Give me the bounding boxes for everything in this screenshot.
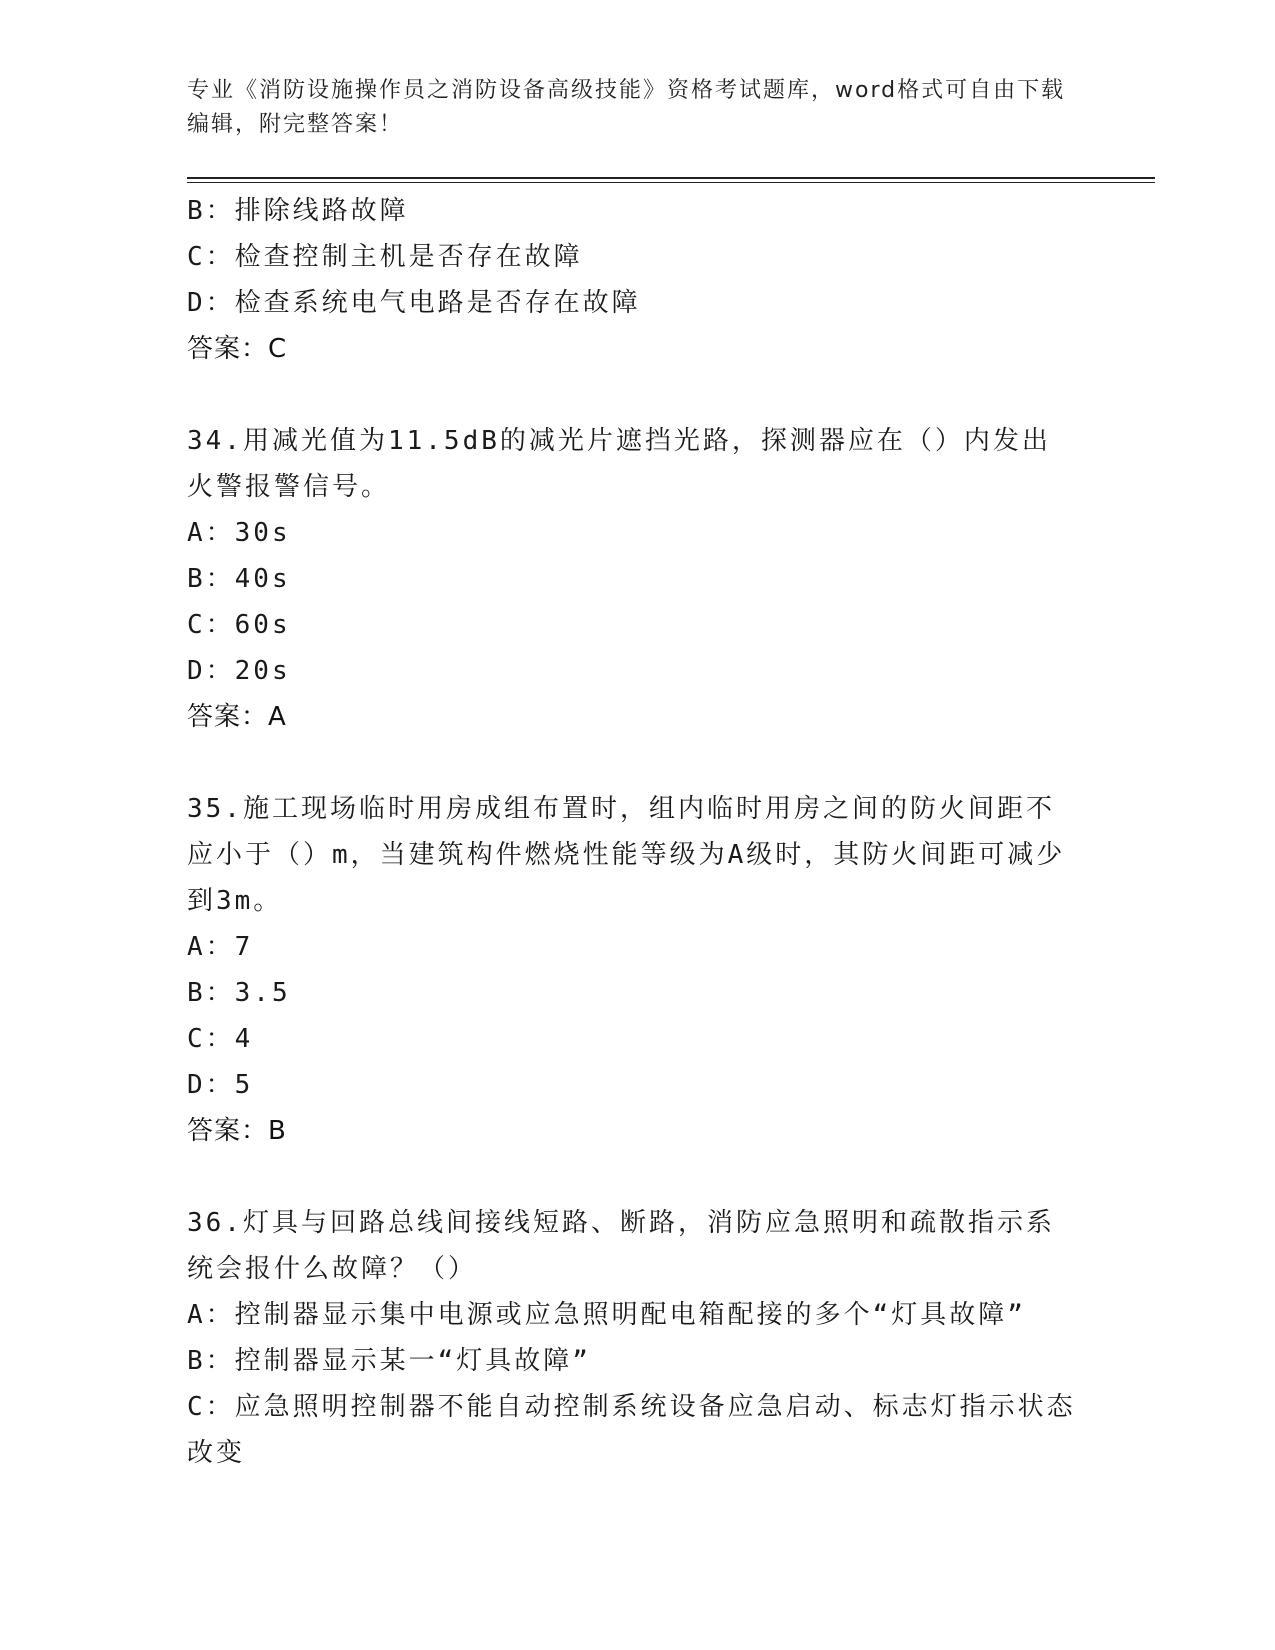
option-c: C：60s: [187, 610, 291, 640]
header-rule-thin: [187, 182, 1155, 183]
option-a: A：7: [187, 932, 254, 962]
question-35: [187, 786, 1087, 1154]
question-33: [187, 188, 1087, 372]
question-text: 34.用减光值为11.5dB的减光片遮挡光路，探测器应在（）内发出火警报警信号。: [187, 426, 1051, 502]
answer: 答案：A: [187, 702, 287, 732]
option-c: C：4: [187, 1024, 254, 1054]
option-b: B：排除线路故障: [187, 196, 409, 226]
option-c: C：应急照明控制器不能自动控制系统设备应急启动、标志灯指示状态改变: [187, 1392, 1076, 1468]
option-d: D：20s: [187, 656, 291, 686]
spacer: [187, 740, 1087, 786]
spacer: [187, 372, 1087, 418]
page-header: 专业《消防设施操作员之消防设备高级技能》资格考试题库，word格式可自由下载编辑，附完整答案！: [187, 78, 1066, 137]
option-c: C：检查控制主机是否存在故障: [187, 242, 583, 272]
option-a: A：控制器显示集中电源或应急照明配电箱配接的多个“灯具故障”: [187, 1300, 1026, 1330]
question-36: [187, 1200, 1087, 1476]
spacer: [187, 1154, 1087, 1200]
option-d: D：5: [187, 1070, 254, 1100]
option-b: B：控制器显示某一“灯具故障”: [187, 1346, 591, 1376]
question-text: 36.灯具与回路总线间接线短路、断路，消防应急照明和疏散指示系统会报什么故障？（）: [187, 1208, 1055, 1284]
option-b: B：3.5: [187, 978, 291, 1008]
question-list: [187, 188, 1087, 1476]
answer: 答案：C: [187, 334, 288, 364]
option-a: A：30s: [187, 518, 291, 548]
option-b: B：40s: [187, 564, 291, 594]
question-34: [187, 418, 1087, 740]
question-text: 35.施工现场临时用房成组布置时，组内临时用房之间的防火间距不应小于（）m，当建筑构件燃烧性能等级为A级时，其防火间距可减少到3m。: [187, 794, 1066, 916]
option-d: D：检查系统电气电路是否存在故障: [187, 288, 641, 318]
answer: 答案：B: [187, 1116, 287, 1146]
header-rule-thick: [187, 177, 1155, 179]
